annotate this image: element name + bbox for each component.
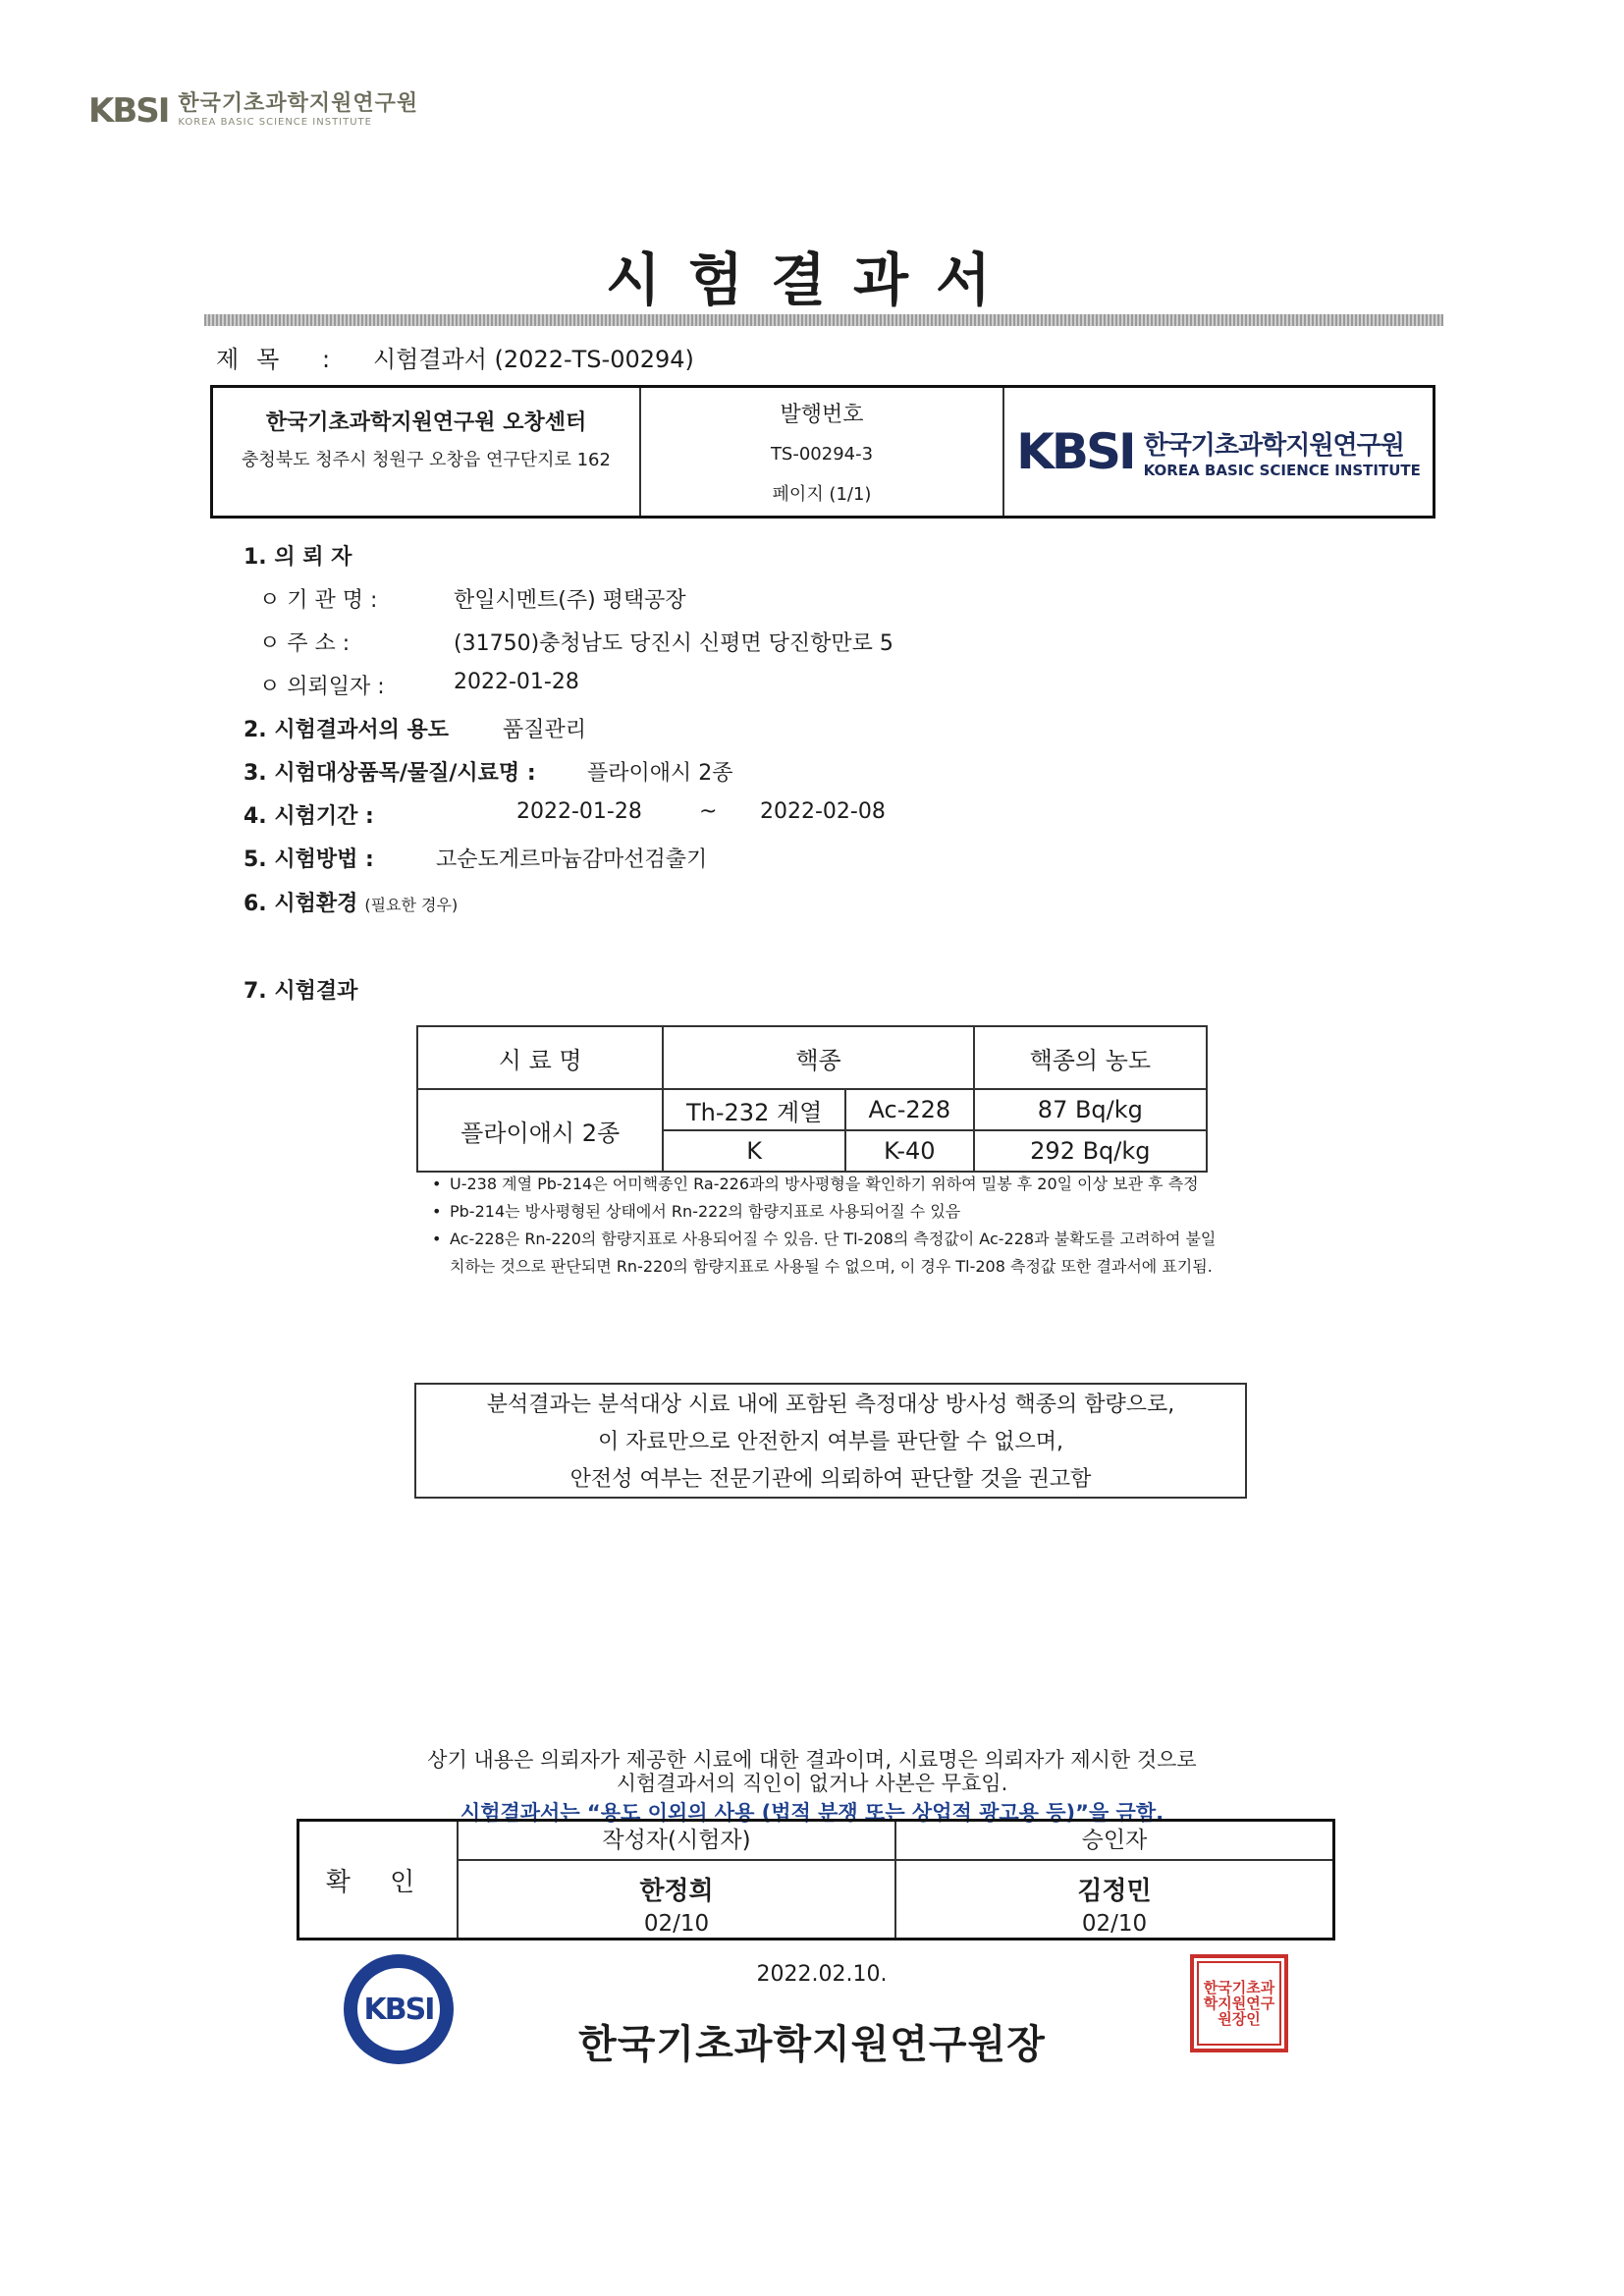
nuclide-cell: K-40 <box>845 1130 974 1172</box>
header-logo-kr: 한국기초과학지원연구원 <box>1143 430 1404 461</box>
top-logo <box>88 86 418 136</box>
approver-role: 승인자 <box>896 1822 1332 1861</box>
header-org: 한국기초과학지원연구원 오창센터 <box>265 410 587 435</box>
header-logo-en: KOREA BASIC SCIENCE INSTITUTE <box>1143 461 1421 479</box>
col-nuclide-header: 핵종 <box>663 1026 973 1089</box>
section-method-label: 5. 시험방법 : <box>244 847 374 872</box>
subject-line <box>216 340 694 374</box>
section-period-label: 4. 시험기간 : <box>244 804 374 829</box>
header-box <box>210 385 1435 519</box>
subject-label: 제목 : <box>216 346 349 373</box>
confirm-label: 확 인 <box>299 1822 459 1938</box>
col-sample-header: 시 료 명 <box>417 1026 663 1089</box>
header-logo <box>1016 423 1421 480</box>
author-name: 한정희 <box>639 1877 714 1906</box>
section-env-label: 6. 시험환경 <box>244 892 358 916</box>
approver-date: 02/10 <box>1081 1911 1148 1937</box>
period-to: 2022-02-08 <box>760 799 886 824</box>
conc-cell: 292 Bq/kg <box>974 1130 1207 1172</box>
issue-number-label: 발행번호 <box>780 403 864 427</box>
section-requester: 1. 의 뢰 자 <box>244 545 352 570</box>
disclaimer-line: 안전성 여부는 전문기관에 의뢰하여 판단할 것을 권고함 <box>569 1467 1092 1492</box>
subject-value: 시험결과서 (2022-TS-00294) <box>373 346 694 373</box>
issue-date: 2022.02.10. <box>756 1962 888 1987</box>
notes <box>432 1171 1218 1281</box>
issue-number: TS-00294-3 <box>770 444 874 465</box>
footer-notice <box>0 1748 1624 1795</box>
footer-line: 상기 내용은 의뢰자가 제공한 시료에 대한 결과이며, 시료명은 의뢰자가 제시한 것으로 <box>427 1748 1197 1772</box>
title-divider <box>204 314 1443 326</box>
inst-label: ㅇ 기 관 명 : <box>259 588 378 613</box>
official-stamp-icon <box>1190 1954 1288 2052</box>
conc-cell: 87 Bq/kg <box>974 1089 1207 1130</box>
addr-value: (31750)충청남도 당진시 신평면 당진항만로 5 <box>454 631 893 656</box>
author-role: 작성자(시험자) <box>459 1822 894 1861</box>
issuer-name: 한국기초과학지원연구원장 <box>578 2022 1046 2067</box>
results-table <box>416 1025 1208 1173</box>
series-cell: Th-232 계열 <box>663 1089 845 1130</box>
note-item: • Ac-228은 Rn-220의 함량지표로 사용되어질 수 있음. 단 Tl-208의 측정값이 Ac-228과 불확도를 고려하여 불일치하는 것으로 판단되면 Rn-220의 함량지표로 사용될 수 없으며, 이 경우 Tl-208 측정값 또한 결과서에 표기됨. <box>432 1226 1218 1281</box>
header-address: 충청북도 청주시 청원구 오창읍 연구단지로 162 <box>242 450 611 470</box>
nuclide-cell: Ac-228 <box>845 1089 974 1130</box>
table-row <box>417 1089 1207 1130</box>
disclaimer-line: 이 자료만으로 안전한지 여부를 판단할 수 없으며, <box>598 1430 1063 1454</box>
author-date: 02/10 <box>643 1911 710 1937</box>
note-item: • U-238 계열 Pb-214은 어미핵종인 Ra-226과의 방사평형을 확인하기 위하여 밀봉 후 20일 이상 보관 후 측정 <box>432 1171 1218 1198</box>
footer-line: 시험결과서의 직인이 없거나 사본은 무효임. <box>616 1772 1008 1795</box>
top-logo-en: KOREA BASIC SCIENCE INSTITUTE <box>178 117 372 128</box>
approver-name: 김정민 <box>1077 1877 1152 1906</box>
stamp-text: 한국기초과학지원연구원장인 <box>1197 1961 1281 2046</box>
sample-name-cell: 플라이애시 2종 <box>417 1089 663 1172</box>
section-method-value: 고순도게르마늄감마선검출기 <box>436 847 708 872</box>
date-label: ㅇ 의뢰일자 : <box>259 675 385 699</box>
section-purpose-label: 2. 시험결과서의 용도 <box>244 718 449 742</box>
document-title: 시험결과서 <box>605 246 1019 313</box>
kbsi-logo-mark: KBSI <box>88 91 169 131</box>
seal-mark: KBSI <box>363 1992 434 2027</box>
period-from: 2022-01-28 <box>516 799 642 824</box>
kbsi-logo-mark: KBSI <box>1016 423 1134 480</box>
section-purpose-value: 품질관리 <box>503 718 587 742</box>
section-results-label: 7. 시험결과 <box>244 979 358 1004</box>
usage-restriction: 시험결과서는 “용도 이외의 사용 (법적 분쟁 또는 상업적 광고용 등)”을 금함. <box>460 1801 1164 1825</box>
confirmation-table <box>297 1819 1335 1941</box>
disclaimer-box <box>414 1383 1247 1499</box>
page-indicator: 페이지 (1/1) <box>772 484 872 505</box>
top-logo-kr: 한국기초과학지원연구원 <box>178 91 419 116</box>
period-sep: ~ <box>699 799 718 824</box>
inst-value: 한일시멘트(주) 평택공장 <box>454 588 686 613</box>
disclaimer-line: 분석결과는 분석대상 시료 내에 포함된 측정대상 방사성 핵종의 함량으로, <box>486 1393 1175 1417</box>
note-item: • Pb-214는 방사평형된 상태에서 Rn-222의 함량지표로 사용되어질 수 있음 <box>432 1198 1218 1226</box>
section-sample-label: 3. 시험대상품목/물질/시료명 : <box>244 761 536 786</box>
section-env-note: (필요한 경우) <box>364 896 459 914</box>
addr-label: ㅇ 주 소 : <box>259 631 351 656</box>
date-value: 2022-01-28 <box>454 670 579 694</box>
series-cell: K <box>663 1130 845 1172</box>
col-conc-header: 핵종의 농도 <box>974 1026 1207 1089</box>
section-sample-value: 플라이애시 2종 <box>587 761 733 786</box>
